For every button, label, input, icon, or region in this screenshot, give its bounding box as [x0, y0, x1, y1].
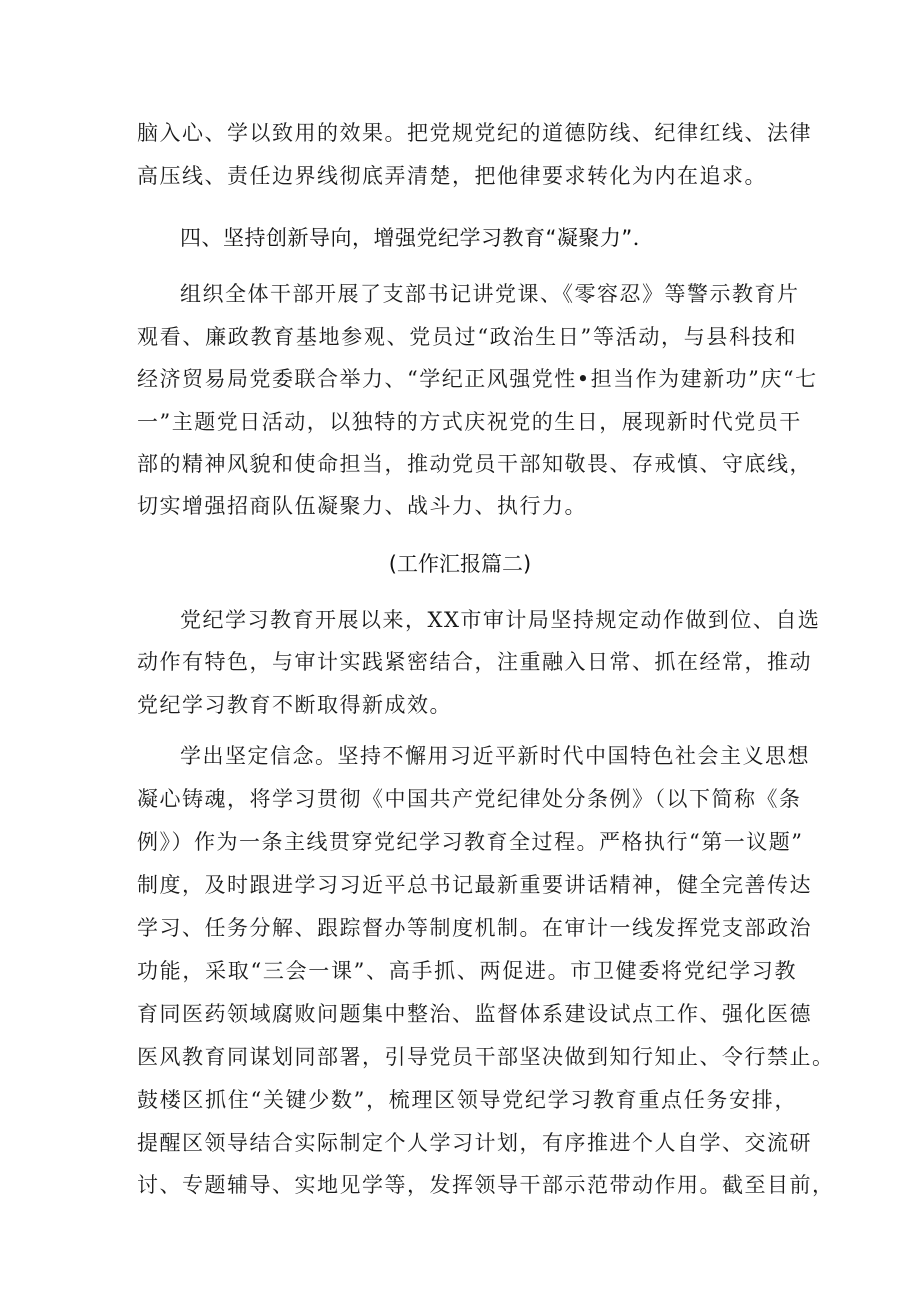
section-heading: 四、坚持创新导向，增强党纪学习教育“凝聚力”．	[180, 226, 655, 250]
section-paragraph-line-4: 一”主题党日活动，以独特的方式庆祝党的生日，展现新时代党员干	[137, 410, 802, 434]
part-body-line-10: 提醒区领导结合实际制定个人学习计划，有序推进个人自学、交流研	[137, 1131, 812, 1155]
part-intro-line-1: 党纪学习教育开展以来，XX市审计局坚持规定动作做到位、自选	[180, 608, 821, 632]
part-intro-line-2: 动作有特色，与审计实践紧密结合，注重融入日常、抓在经常，推动	[137, 650, 812, 674]
intro-line-2: 高压线、责任边界线彻底弄清楚，把他律要求转化为内在追求。	[137, 164, 767, 188]
part-body-line-7: 育同医药领域腐败问题集中整治、监督体系建设试点工作、强化医德	[137, 1002, 812, 1026]
part-body-line-11: 讨、专题辅导、实地见学等，发挥领导干部示范带动作用。截至目前，	[137, 1173, 835, 1197]
section-paragraph-line-6: 切实增强招商队伍凝聚力、战斗力、执行力。	[137, 494, 587, 518]
part-intro-line-3: 党纪学习教育不断取得新成效。	[137, 693, 452, 717]
part-body-line-4: 制度，及时跟进学习习近平总书记最新重要讲话精神，健全完善传达	[137, 873, 812, 897]
part-body-line-3: 例》）作为一条主线贯穿党纪学习教育全过程。严格执行“第一议题”	[137, 830, 804, 854]
part-body-line-6: 功能，采取“三会一课”、高手抓、两促进。市卫健委将党纪学习教	[137, 959, 797, 983]
part-body-line-2: 凝心铸魂，将学习贯彻《中国共产党纪律处分条例》（以下简称《条	[137, 787, 802, 811]
intro-line-1: 脑入心、学以致用的效果。把党规党纪的道德防线、纪律红线、法律	[137, 121, 812, 145]
part-body-line-1: 学出坚定信念。坚持不懈用习近平新时代中国特色社会主义思想	[180, 744, 810, 768]
part-title: (工作汇报篇二)	[388, 552, 532, 576]
part-body-line-9: 鼓楼区抓住“关键少数”，梳理区领导党纪学习教育重点任务安排，	[137, 1088, 797, 1112]
part-body-line-5: 学习、任务分解、跟踪督办等制度机制。在审计一线发挥党支部政治	[137, 916, 812, 940]
section-paragraph-line-1: 组织全体干部开展了支部书记讲党课、《零容忍》等警示教育片	[180, 282, 800, 306]
section-paragraph-line-5: 部的精神风貌和使命担当，推动党员干部知敬畏、存戒慎、守底线，	[137, 452, 812, 476]
section-paragraph-line-3: 经济贸易局党委联合举力、“学纪正风强党性•担当作为建新功”庆“七	[137, 367, 818, 391]
part-body-line-8: 医风教育同谋划同部署，引导党员干部坚决做到知行知止、令行禁止。	[137, 1045, 835, 1069]
section-paragraph-line-2: 观看、廉政教育基地参观、党员过“政治生日”等活动，与县科技和	[137, 325, 797, 349]
